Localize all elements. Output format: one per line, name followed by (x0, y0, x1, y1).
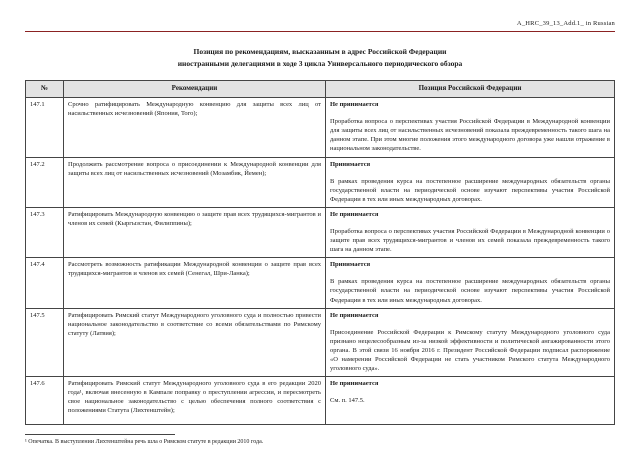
page-title-line2: иностранными делегациями в ходе 3 цикла Универсального периодического обзора (177, 58, 463, 68)
column-header-number: № (26, 81, 64, 98)
position-verdict: Не принимается (330, 210, 379, 218)
recommendations-table (25, 80, 615, 425)
position-verdict: Не принимается (330, 380, 379, 388)
recommendation-cell: Ратифицировать Римский статут Международного уголовного суда и полностью привести национальное законодательство в соответствие со всеми обязательствами по Римскому статуту (Латвия); (64, 308, 326, 377)
row-number: 147.6 (26, 377, 64, 425)
table-row (26, 98, 615, 157)
table-row (26, 258, 615, 308)
table-row (26, 377, 615, 425)
recommendation-cell: Рассмотреть возможность ратификации Международной конвенции о защите прав всех трудящихся-мигрантов и членов их семей (Сенегал, Шри-Ланка); (64, 258, 326, 308)
position-cell (326, 308, 615, 377)
position-text: Проработка вопроса о перспективах участия Российской Федерации в Международной конвенции о защите прав всех трудящихся-мигрантов и членов их семей показала преждевременность такого шага на данном этапе. (330, 227, 610, 254)
position-verdict: Принимается (330, 160, 371, 168)
recommendation-cell: Срочно ратифицировать Международную конвенцию для защиты всех лиц от насильственных исчезновений (Япония, Того); (64, 98, 326, 157)
table-row (26, 207, 615, 257)
position-cell (326, 377, 615, 425)
row-number: 147.3 (26, 207, 64, 257)
header-divider (25, 31, 615, 32)
table-header-row (26, 81, 615, 98)
table-row (26, 308, 615, 377)
footnote-area (25, 434, 615, 446)
position-text: В рамках проведения курса на постепенное расширение международных обязательств органы государственной власти на периодической основе изучают перспективы участия Российской Федерации в тех или иных международных договорах. (330, 177, 610, 203)
position-cell (326, 98, 615, 157)
position-text: Присоединение Российской Федерации к Римскому статуту Международного уголовного суда признано нецелесообразным из-за низкой эффективности и политической ангажированности этого органа. В этой связи 16 ноября 2016 г. Президент Российской Федерации подписал распоряжение «О намерении Российской Федерации не стать участником Римского статута Международного уголовного суда». (330, 328, 610, 373)
document-id: A_HRC_39_13_Add.1_ in Russian (516, 20, 615, 27)
position-text: В рамках проведения курса на постепенное расширение международных обязательств органы государственной власти на периодической основе изучают перспективы участия Российской Федерации в тех или иных международных договорах. (330, 278, 610, 304)
recommendation-cell: Продолжить рассмотрение вопроса о присоединении к Международной конвенции для защиты всех лиц от насильственных исчезновений (Мозамбик, Йемен); (64, 157, 326, 207)
table-row (26, 157, 615, 207)
position-cell (326, 207, 615, 257)
footnote-divider (25, 434, 175, 435)
position-verdict: Принимается (330, 261, 371, 269)
footnote-text: ¹ Опечатка. В выступлении Лихтенштейна речь шла о Римском статуте в редакции 2010 года. (25, 439, 264, 446)
position-verdict: Не принимается (330, 101, 379, 109)
row-number: 147.5 (26, 308, 64, 377)
column-header-position: Позиция Российской Федерации (326, 81, 615, 98)
position-text: Проработка вопроса о перспективах участия Российской Федерации в Международной конвенции для защиты всех лиц от насильственных исчезновений показала преждевременность такого шага на данном этапе. При этом многие положения этого международного договора уже нашли отражение в национальном законодательстве. (330, 118, 610, 153)
page-title-line1: Позиция по рекомендациям, высказанным в адрес Российской Федерации (193, 47, 447, 56)
recommendation-cell: Ратифицировать Международную конвенцию о защите прав всех трудящихся-мигрантов и членов их семей (Кыргызстан, Филиппины); (64, 207, 326, 257)
position-cell (326, 157, 615, 207)
row-number: 147.4 (26, 258, 64, 308)
position-cell (326, 258, 615, 308)
column-header-recommendation: Рекомендации (64, 81, 326, 98)
recommendation-cell: Ратифицировать Римский статут Международного уголовного суда в его редакции 2020 года¹, включая внесенную в Кампале поправку о преступлении агрессии, и пересмотреть свое национальное законодательство с целью обеспечения полного соответствия с положениями Статута (Лихтенштейн); (64, 377, 326, 425)
page-title (25, 46, 615, 69)
row-number: 147.2 (26, 157, 64, 207)
row-number: 147.1 (26, 98, 64, 157)
position-verdict: Не принимается (330, 311, 379, 319)
position-text: См. п. 147.5. (330, 397, 365, 405)
